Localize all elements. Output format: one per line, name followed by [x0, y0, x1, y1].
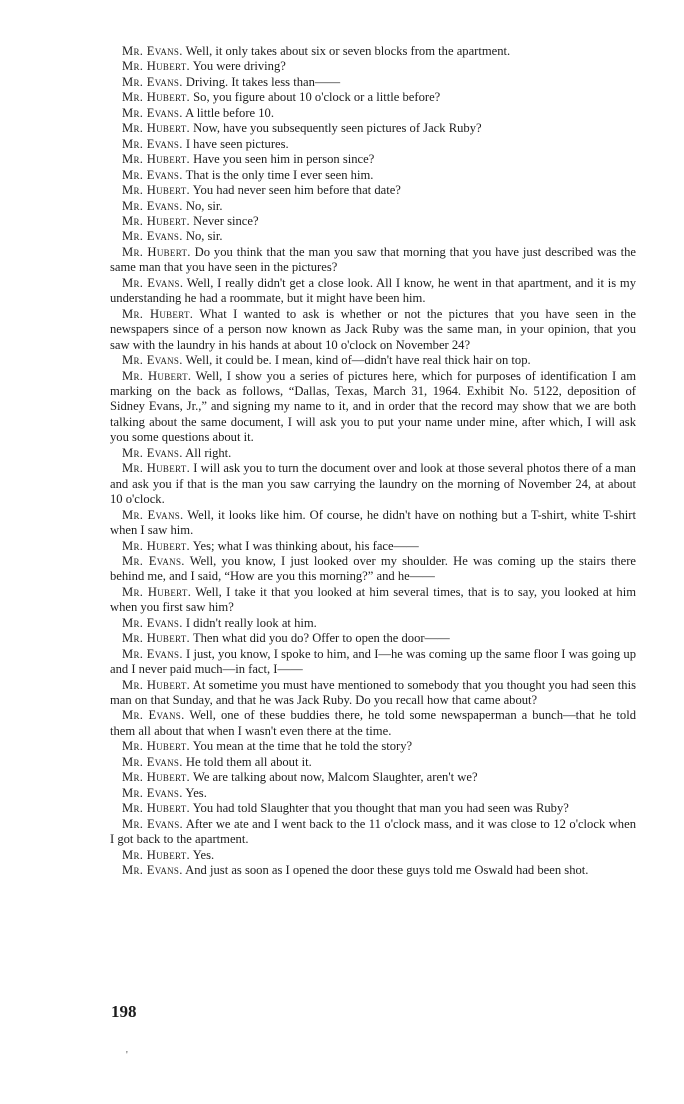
paragraph-text: Well, it only takes about six or seven blocks from the apartment.: [185, 44, 511, 58]
speaker-label: Mr. Evans.: [122, 44, 183, 58]
paragraph-text: Yes; what I was thinking about, his face——: [192, 538, 419, 553]
speaker-label: Mr. Hubert.: [122, 59, 191, 74]
speaker-label: Mr. Hubert.: [122, 770, 191, 785]
speaker-label: Mr. Hubert.: [122, 538, 191, 553]
paragraph-text: Well, I really didn't get a close look. All I know, he went in that apartment, and it is my understanding he had a roommate, but it might have been him.: [110, 275, 636, 306]
transcript-paragraph: [110, 106, 636, 121]
speaker-label: Mr. Evans.: [122, 105, 183, 120]
transcript-paragraph: [110, 678, 636, 709]
speaker-label: Mr. Hubert.: [122, 213, 191, 228]
paragraph-text: I just, you know, I spoke to him, and I—he was coming up the same floor I was going up and I never paid much—in fact, I——: [110, 646, 637, 677]
paragraph-text: Do you think that the man you saw that morning that you have just described was the same man that you have seen in the pictures?: [110, 244, 636, 275]
speaker-label: Mr. Evans.: [122, 198, 183, 213]
paragraph-text: I have seen pictures.: [185, 136, 289, 151]
paragraph-text: At sometime you must have mentioned to somebody that you thought you had seen this man on that Sunday, and that he was Jack Ruby. Do you recall how that came about?: [110, 677, 636, 708]
speaker-label: Mr. Evans.: [122, 136, 183, 151]
transcript-paragraph: [110, 307, 636, 353]
speaker-label: Mr. Evans.: [122, 229, 183, 244]
paragraph-text: Well, it could be. I mean, kind of—didn't have real thick hair on top.: [185, 353, 531, 368]
paragraph-text: You had told Slaughter that you thought that man you had seen was Ruby?: [192, 801, 569, 816]
speaker-label: Mr. Hubert.: [122, 121, 191, 136]
speaker-label: Mr. Evans.: [122, 785, 183, 800]
paragraph-text: That is the only time I ever seen him.: [185, 167, 374, 182]
speaker-label: Mr. Hubert.: [122, 183, 191, 198]
speaker-label: Mr. Evans.: [122, 275, 184, 290]
transcript-paragraph: [110, 152, 636, 167]
paragraph-text: Well, I show you a series of pictures here, which for purposes of identification I am marking on the back as follows, “Dallas, Texas, March 31, 1964. Exhibit No. 5122, deposition of Sidney Evans, Jr.,” and signing my name to it, and in order that the record may show that we are both talking about the same document, I will ask you to put your name under mine, after which, I will ask you some questions about it.: [110, 368, 637, 445]
paragraph-text: Well, I take it that you looked at him several times, that is to say, you looked at him when you first saw him?: [110, 584, 636, 615]
transcript-paragraph: [110, 245, 636, 276]
transcript-paragraph: [110, 90, 636, 105]
paragraph-text: Never since?: [193, 213, 259, 228]
transcript-paragraph: [110, 353, 636, 368]
paragraph-text: I will ask you to turn the document over and look at those several photos there of a man and ask you if that is the man you saw carrying the laundry on the morning of November 24, at about 10 o'clock.: [110, 461, 636, 507]
speaker-label: Mr. Evans.: [122, 708, 185, 723]
transcript-paragraph: [110, 755, 636, 770]
transcript-paragraph: [110, 863, 636, 878]
transcript-paragraph: [110, 168, 636, 183]
transcript-paragraph: [110, 137, 636, 152]
transcript-paragraph: [110, 199, 636, 214]
transcript-paragraph: [110, 508, 636, 539]
transcript-paragraph: [110, 739, 636, 754]
paragraph-text: Have you seen him in person since?: [193, 152, 375, 167]
transcript-paragraph: [110, 554, 636, 585]
speaker-label: Mr. Evans.: [122, 74, 183, 89]
speaker-label: Mr. Evans.: [122, 167, 183, 182]
speaker-label: Mr. Evans.: [122, 863, 183, 878]
transcript-paragraph: [110, 183, 636, 198]
paragraph-text: He told them all about it.: [185, 754, 312, 769]
paragraph-text: What I wanted to ask is whether or not the pictures that you have seen in the newspapers since of a person now known as Jack Ruby was the same man, in your opinion, that you saw with the laundry in his hands at about 10 o'clock on November 24?: [110, 306, 636, 352]
paragraph-text: All right.: [185, 445, 232, 460]
speaker-label: Mr. Evans.: [122, 816, 184, 831]
paragraph-text: And just as soon as I opened the door these guys told me Oswald had been shot.: [185, 863, 589, 878]
speaker-label: Mr. Hubert.: [122, 90, 191, 105]
transcript-paragraph: [110, 770, 636, 785]
transcript-page: [110, 44, 636, 878]
transcript-paragraph: [110, 817, 636, 848]
transcript-paragraph: [110, 75, 636, 90]
transcript-paragraph: [110, 631, 636, 646]
speaker-label: Mr. Hubert.: [122, 677, 191, 692]
speaker-label: Mr. Hubert.: [122, 152, 191, 167]
speaker-label: Mr. Evans.: [122, 507, 184, 522]
paragraph-text: No, sir.: [185, 229, 223, 244]
paragraph-text: Driving. It takes less than——: [185, 74, 341, 89]
speaker-label: Mr. Evans.: [122, 754, 183, 769]
speaker-label: Mr. Hubert.: [122, 801, 191, 816]
paragraph-text: So, you figure about 10 o'clock or a little before?: [193, 90, 441, 105]
transcript-paragraph: [110, 539, 636, 554]
speaker-label: Mr. Hubert.: [122, 368, 192, 383]
transcript-paragraph: [110, 44, 636, 59]
transcript-paragraph: [110, 59, 636, 74]
speaker-label: Mr. Hubert.: [122, 739, 191, 754]
paragraph-text: Now, have you subsequently seen pictures of Jack Ruby?: [193, 121, 482, 136]
transcript-paragraph: [110, 647, 636, 678]
paragraph-text: We are talking about now, Malcom Slaughter, aren't we?: [192, 770, 478, 785]
transcript-paragraph: [110, 214, 636, 229]
paragraph-text: Well, you know, I just looked over my shoulder. He was coming up the stairs there behind me, and I said, “How are you this morning?” and he——: [110, 553, 636, 584]
paragraph-text: No, sir.: [185, 198, 223, 213]
speaker-label: Mr. Hubert.: [122, 584, 192, 599]
transcript-paragraph: [110, 585, 636, 616]
paragraph-text: Yes.: [185, 785, 207, 800]
transcript-paragraph: [110, 786, 636, 801]
speaker-label: Mr. Evans.: [122, 553, 185, 568]
speaker-label: Mr. Hubert.: [122, 631, 191, 646]
speaker-label: Mr. Evans.: [122, 646, 183, 661]
speaker-label: Mr. Hubert.: [122, 847, 191, 862]
speaker-label: Mr. Hubert.: [122, 306, 194, 321]
paragraph-text: Well, it looks like him. Of course, he didn't have on nothing but a T-shirt, white T-shirt when I saw him.: [110, 507, 636, 538]
transcript-paragraph: [110, 121, 636, 136]
transcript-paragraph: [110, 801, 636, 816]
paragraph-text: Yes.: [192, 847, 215, 862]
transcript-paragraph: [110, 708, 636, 739]
speaker-label: Mr. Hubert.: [122, 461, 191, 476]
paragraph-text: You were driving?: [192, 59, 286, 74]
transcript-paragraph: [110, 276, 636, 307]
transcript-paragraph: [110, 848, 636, 863]
transcript-paragraph: [110, 446, 636, 461]
transcript-paragraph: [110, 616, 636, 631]
speaker-label: Mr. Evans.: [122, 615, 183, 630]
paragraph-text: A little before 10.: [185, 105, 274, 120]
transcript-paragraph: [110, 229, 636, 244]
paragraph-text: After we ate and I went back to the 11 o'clock mass, and it was close to 12 o'clock when I got back to the apartment.: [110, 816, 636, 847]
speaker-label: Mr. Evans.: [122, 445, 183, 460]
paragraph-text: You mean at the time that he told the story?: [192, 739, 413, 754]
speaker-label: Mr. Hubert.: [122, 244, 191, 259]
page-number: 198: [111, 1002, 137, 1021]
transcript-paragraph: [110, 461, 636, 507]
paragraph-text: Well, one of these buddies there, he told some newspaperman a bunch—that he told them all about that when I wasn't even there at the time.: [110, 708, 636, 738]
transcript-paragraph: [110, 369, 636, 446]
paragraph-text: Then what did you do? Offer to open the door——: [192, 631, 450, 646]
speaker-label: Mr. Evans.: [122, 353, 183, 368]
paragraph-text: I didn't really look at him.: [185, 615, 317, 630]
paragraph-text: You had never seen him before that date?: [192, 183, 401, 198]
stray-mark: ': [126, 1050, 128, 1061]
